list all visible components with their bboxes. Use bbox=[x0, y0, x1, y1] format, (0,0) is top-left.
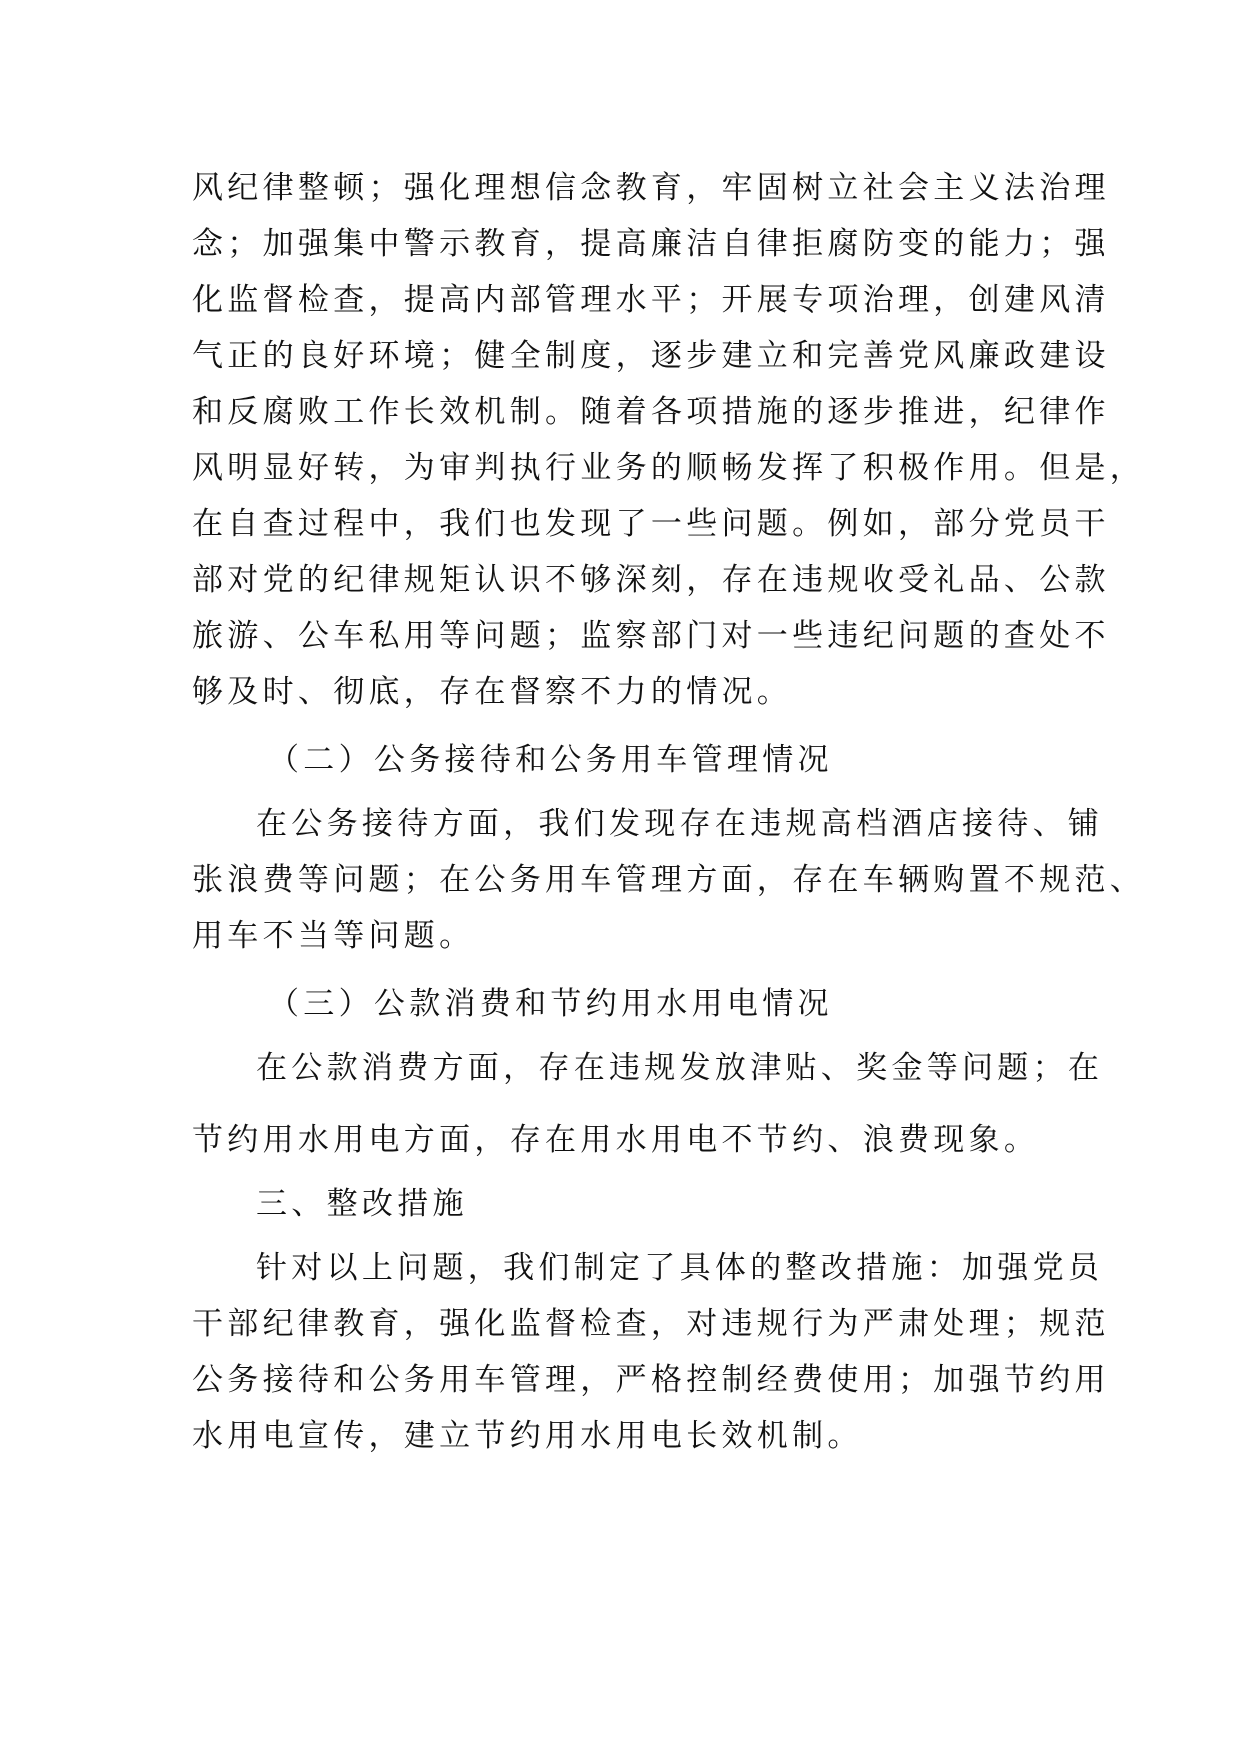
paragraph-line: 用车不当等问题。 bbox=[192, 918, 475, 954]
paragraph-line: 节约用水用电方面，存在用水用电不节约、浪费现象。 bbox=[192, 1122, 1040, 1158]
document-body bbox=[192, 160, 1146, 1464]
paragraph-line: 旅游、公车私用等问题；监察部门对一些违纪问题的查处不 bbox=[192, 618, 1110, 654]
paragraph-line: 干部纪律教育，强化监督检查，对违规行为严肃处理；规范 bbox=[192, 1306, 1110, 1342]
paragraph-line: 在公款消费方面，存在违规发放津贴、奖金等问题；在 bbox=[256, 1050, 1104, 1086]
paragraph-line: 在自查过程中，我们也发现了一些问题。例如，部分党员干 bbox=[192, 506, 1110, 542]
paragraph-line: 风纪律整顿；强化理想信念教育，牢固树立社会主义法治理 bbox=[192, 170, 1110, 206]
paragraph-line: 够及时、彻底，存在督察不力的情况。 bbox=[192, 674, 793, 710]
paragraph-line: 在公务接待方面，我们发现存在违规高档酒店接待、铺 bbox=[256, 806, 1104, 842]
paragraph-line: 张浪费等问题；在公务用车管理方面，存在车辆购置不规范、 bbox=[192, 862, 1146, 898]
paragraph-line: 风明显好转，为审判执行业务的顺畅发挥了积极作用。但是， bbox=[192, 450, 1146, 486]
paragraph-line: 念；加强集中警示教育，提高廉洁自律拒腐防变的能力；强 bbox=[192, 226, 1110, 262]
section-heading: （三）公款消费和节约用水用电情况 bbox=[268, 986, 833, 1022]
paragraph-line: 针对以上问题，我们制定了具体的整改措施：加强党员 bbox=[256, 1250, 1104, 1286]
paragraph-line: 化监督检查，提高内部管理水平；开展专项治理，创建风清 bbox=[192, 282, 1110, 318]
paragraph-line: 公务接待和公务用车管理，严格控制经费使用；加强节约用 bbox=[192, 1362, 1110, 1398]
section-heading: 三、整改措施 bbox=[256, 1186, 468, 1222]
paragraph-line: 和反腐败工作长效机制。随着各项措施的逐步推进，纪律作 bbox=[192, 394, 1110, 430]
paragraph-line: 气正的良好环境；健全制度，逐步建立和完善党风廉政建设 bbox=[192, 338, 1110, 374]
section-heading: （二）公务接待和公务用车管理情况 bbox=[268, 742, 833, 778]
paragraph-line: 部对党的纪律规矩认识不够深刻，存在违规收受礼品、公款 bbox=[192, 562, 1110, 598]
paragraph-line: 水用电宣传，建立节约用水用电长效机制。 bbox=[192, 1418, 863, 1454]
